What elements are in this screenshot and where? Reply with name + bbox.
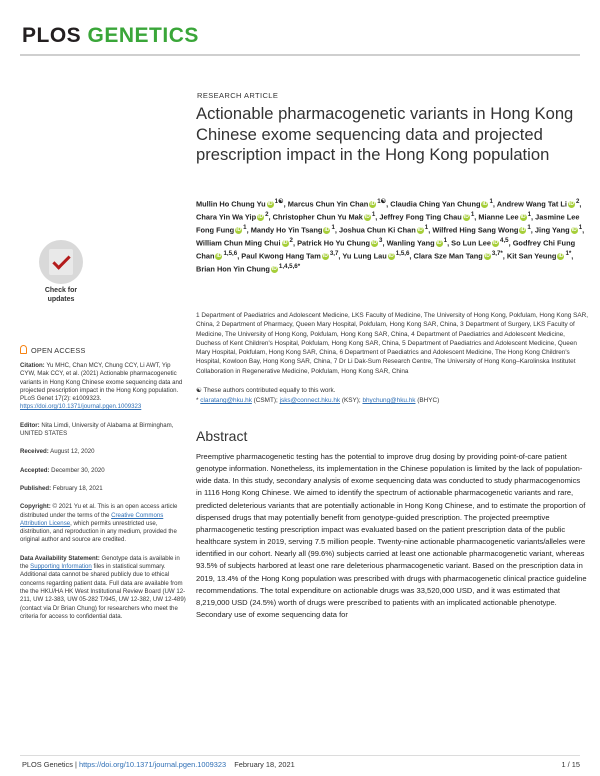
author-name: Brian Hon Yin Chung	[196, 264, 270, 274]
author-list: Mullin Ho Chung Yu iD $^{1☯}$, Marcus Chun Yin Chan iD $^{1☯}$, Claudia Ching Yan Chung iD $^1$, Andrew Wang Tat Li iD $^2$, Chara Yin Wa Yip iD $^2$, Christopher Chun Yu Mak iD $^1$, Jeffrey Fong Ting Chau iD $^1$, Mianne Lee iD $^1$, Jasmine Lee Fong Fung iD $^1$, Mandy Ho Yin Tsang iD $^1$, Joshua Chun Ki Chan iD $^1$, Wilfred Hing Sang Wong iD $^1$, Jing Yang iD $^1$, William Chun Ming Chui iD $^2$, Patrick Ho Yu Chung iD $^3$, Wanling Yang iD $^1$, So Lun Lee iD $^{4,5}$, Godfrey Chi Fung Chan iD $^{1,5,6}$, Paul Kwong Hang Tam iD $^{3,7}$, Yu Lung Lau iD $^{1,5,6}$, Clara Sze Man Tang iD $^{3,7*}$, Kit San Yeung iD $^{1*}$, Brian Hon Yin Chung iD $^{1,4,5,6*}$	[196, 198, 585, 274]
open-lock-icon	[20, 345, 27, 354]
equal-contribution-note: ☯ These authors contributed equally to this work.	[196, 387, 336, 394]
author-affiliation-marker: 1	[443, 237, 448, 245]
orcid-icon[interactable]: iD	[520, 214, 526, 221]
footer: PLOS Genetics | https://doi.org/10.1371/journal.pgen.1009323 February 18, 2021	[22, 760, 295, 769]
author-name: Marcus Chun Yin Chan	[287, 199, 369, 209]
author-affiliation-marker: 1	[578, 224, 583, 232]
author-affiliation-marker: 1	[243, 224, 247, 232]
orcid-icon[interactable]: iD	[258, 214, 264, 221]
author-affiliation-marker: 1	[489, 198, 493, 205]
check-for-updates-badge[interactable]	[34, 240, 88, 314]
author-affiliation-marker: 3,7	[329, 250, 339, 258]
orcid-icon[interactable]: iD	[417, 227, 423, 234]
author-affiliation-marker: 1☯	[377, 198, 387, 205]
author-affiliation-marker: 1	[371, 211, 376, 219]
accepted-date: Accepted: December 30, 2020	[20, 466, 105, 474]
author-name: Jeffrey Fong Ting Chau	[379, 212, 462, 222]
data-availability: Data Availability Statement: Genotype data is available in the Supporting Information files in statistical summary. Additional data cannot be shared publicly due to ethical concerns regarding patient data. Full data are available from the the HKU/HA HK West Institutional Review Board (UW 12-211, UW 12-383, UW 05-282 T/945, UW 12-382, UW 12-489) (contact via Dr Brian Chung) for researchers who meet the criteria for access to confidential data.	[20, 554, 186, 620]
author-name: Mandy Ho Yin Tsang	[250, 225, 323, 235]
orcid-icon[interactable]: iD	[388, 253, 394, 260]
orcid-icon[interactable]: iD	[463, 214, 469, 221]
author-affiliation-marker: 2	[575, 198, 580, 205]
open-access-label: OPEN ACCESS	[31, 346, 86, 355]
author-name: Jasmine Lee Fong Fung	[196, 212, 580, 235]
journal-logo-plos: PLOS	[22, 24, 82, 47]
orcid-icon[interactable]: iD	[271, 266, 277, 273]
footer-journal: PLOS Genetics	[22, 760, 73, 769]
page-number: 1 / 15	[561, 760, 580, 769]
article-info-sidebar	[20, 362, 186, 631]
footer-doi-link[interactable]: https://doi.org/10.1371/journal.pgen.1009323	[78, 760, 227, 769]
author-name: Wilfred Hing Sang Wong	[432, 225, 519, 235]
author-notes	[196, 386, 591, 406]
citation-doi-link[interactable]: https://doi.org/10.1371/journal.pgen.1009323	[20, 403, 142, 411]
cc-license-link[interactable]: Creative Commons Attribution License	[20, 511, 164, 527]
author-name: Patrick Ho Yu Chung	[297, 238, 371, 248]
orcid-icon[interactable]: iD	[484, 253, 490, 260]
author-name: Kit San Yeung	[506, 251, 557, 261]
article-type: RESEARCH ARTICLE	[197, 91, 279, 100]
author-affiliation-marker: 1	[331, 224, 335, 232]
author-name: Godfrey Chi Fung Chan	[196, 238, 576, 261]
author-name: Chara Yin Wa Yip	[196, 212, 257, 222]
orcid-icon[interactable]: iD	[372, 240, 378, 247]
header-divider	[20, 54, 580, 56]
corresponding-authors: * claratang@hku.hk (CSMT); jsks@connect.hku.hk (KSY); bhychung@hku.hk (BHYC)	[196, 397, 440, 404]
email-link[interactable]: claratang@hku.hk	[200, 397, 252, 404]
author-affiliation-marker: 3,7*	[491, 250, 503, 258]
author-name: So Lun Lee	[451, 238, 492, 248]
author-name: Christopher Chun Yu Mak	[272, 212, 363, 222]
author-affiliation-marker: 1	[470, 211, 475, 219]
author-name: Claudia Ching Yan Chung	[390, 199, 481, 209]
author-name: Jing Yang	[534, 225, 570, 235]
open-access-badge	[20, 345, 86, 355]
orcid-icon[interactable]: iD	[493, 240, 499, 247]
abstract-text: Preemptive pharmacogenetic testing has the potential to improve drug dosing by providing point-of-care patient genotype information. Nonetheless, its implementation in the Chinese population is limited by the lack of population-wide data. In this study, secondary analysis of exome sequencing data was conducted to study pharmacogenomics in 1116 Hong Kong Chinese. We aimed to identify the spectrum of actionable pharmacogenetic variants and rare, predicted deleterious variants that are potentially actionable in Hong Kong Chinese, and to estimate the proportion of dispensed drugs that may potentially benefit from genotype-guided prescription. The projected preemptive pharmacogenetic testing prescription impact was evaluated based on the patient prescription data of the public healthcare system in 2019, serving 7.5 million people. Twenty-nine actionable pharmacogenetic variants/alleles were identified in our cohort. Nearly all (99.6%) subjects carried at least one actionable pharmacogenetic variant, whereas 93.5% of subjects harbored at least one rare deleterious pharmacogenetic variant. Based on the prescription data in 2019, 13.4% of the Hong Kong population was prescribed with drugs with pharmacogenetic clinical practice guideline recommendations. The total expenditure on actionable drugs was 33,520,000 USD, and it was estimated that 8,219,000 USD (24.5%) worth of drugs were prescribed to patients with an implicated actionable phenotype. Secondary use of exome sequencing data for	[196, 452, 587, 620]
author-affiliation-marker: 1*	[565, 250, 572, 258]
orcid-icon[interactable]: iD	[520, 227, 526, 234]
author-name: Joshua Chun Ki Chan	[339, 225, 416, 235]
editor: Editor: Nita Limdi, University of Alabama at Birmingham, UNITED STATES	[20, 421, 174, 438]
orcid-icon[interactable]: iD	[571, 227, 577, 234]
author-affiliation-marker: 1	[527, 224, 531, 232]
email-link[interactable]: bhychung@hku.hk	[362, 397, 416, 404]
orcid-icon[interactable]: iD	[370, 201, 376, 208]
author-name: Clara Sze Man Tang	[413, 251, 483, 261]
orcid-icon[interactable]: iD	[482, 201, 488, 208]
article-title: Actionable pharmacogenetic variants in Hong Kong Chinese exome sequencing data and projected prescription impact in the Hong Kong population	[196, 104, 574, 164]
footer-divider	[20, 755, 580, 756]
orcid-icon[interactable]: iD	[568, 201, 574, 208]
journal-logo	[22, 24, 199, 48]
author-affiliation-marker: 4,5	[500, 237, 509, 245]
orcid-icon[interactable]: iD	[216, 253, 222, 260]
orcid-icon[interactable]: iD	[364, 214, 370, 221]
author-name: Andrew Wang Tat Li	[496, 199, 567, 209]
orcid-icon[interactable]: iD	[436, 240, 442, 247]
author-affiliation-marker: 3	[379, 237, 383, 245]
orcid-icon[interactable]: iD	[267, 201, 273, 208]
author-affiliation-marker: 1,5,6	[223, 250, 238, 258]
author-name: Paul Kwong Hang Tam	[241, 251, 321, 261]
footer-date: February 18, 2021	[234, 760, 295, 769]
author-affiliation-marker: 1	[527, 211, 532, 219]
author-affiliation-marker: 1,5,6	[395, 250, 410, 258]
author-name: William Chun Ming Chui	[196, 238, 281, 248]
affiliations: 1 Department of Paediatrics and Adolescent Medicine, LKS Faculty of Medicine, The University of Hong Kong, Pokfulam, Hong Kong SAR, China, 2 Department of Pharmacy, Queen Mary Hospital, Pokfulam, Hong Kong SAR, China, 3 Department of Surgery, LKS Faculty of Medicine, The University of Hong Kong, Pokfulam, Hong Kong SAR, China, 4 Department of Paediatrics and Adolescent Medicine, Duchess of Kent Children's Hospital, Pokfulam, Hong Kong SAR, China, 5 Department of Paediatrics and Adolescent Medicine, Queen Mary Hospital, Pokfulam, Hong Kong SAR, China, 6 Department of Paediatrics and Adolescent Medicine, The Hong Kong Children's Hospital, Kowloon Bay, Hong Kong SAR, China, 7 Dr Li Dak-Sum Research Centre, The University of Hong Kong–Karolinska Institutet Collaboration in Regenerative Medicine, Pokfulam, Hong Kong SAR, China	[196, 312, 589, 375]
author-affiliation-marker: 1	[424, 224, 429, 232]
email-link[interactable]: jsks@connect.hku.hk	[279, 397, 341, 404]
author-name: Yu Lung Lau	[342, 251, 387, 261]
author-affiliation-marker: 1☯	[274, 198, 284, 205]
author-affiliation-marker: 1,4,5,6*	[278, 263, 301, 271]
check-for-updates-label: Check for updates	[44, 287, 78, 303]
received-date: Received: August 12, 2020	[20, 448, 95, 456]
author-affiliation-marker: 2	[289, 237, 293, 245]
citation: Citation: Yu MHC, Chan MCY, Chung CCY, Li AWT, Yip CYW, Mak CCY, et al. (2021) Actionable pharmacogenetic variants in Hong Kong Chinese exome sequencing data and projected prescription impact in the Hong Kong population. PLoS Genet 17(2): e1009323. https://doi.org/10.1371/journal.pgen.1009323	[20, 362, 183, 411]
orcid-icon[interactable]: iD	[282, 240, 288, 247]
author-name: Mianne Lee	[478, 212, 519, 222]
orcid-icon[interactable]: iD	[236, 227, 242, 234]
copyright: Copyright: © 2021 Yu et al. This is an open access article distributed under the terms of the Creative Commons Attribution License, which permits unrestricted use, distribution, and reproduction in any medium, provided the original author and source are credited.	[20, 503, 178, 544]
published-date: Published: February 18, 2021	[20, 484, 103, 492]
orcid-icon[interactable]: iD	[322, 253, 328, 260]
author-name: Mullin Ho Chung Yu	[196, 199, 266, 209]
orcid-icon[interactable]: iD	[558, 253, 564, 260]
check-mark-icon	[49, 249, 73, 275]
author-name: Wanling Yang	[386, 238, 435, 248]
journal-logo-genetics: GENETICS	[87, 24, 199, 47]
author-affiliation-marker: 2	[265, 211, 269, 219]
abstract-heading: Abstract	[196, 428, 248, 444]
supporting-info-link[interactable]: Supporting Information	[30, 563, 92, 571]
orcid-icon[interactable]: iD	[324, 227, 330, 234]
